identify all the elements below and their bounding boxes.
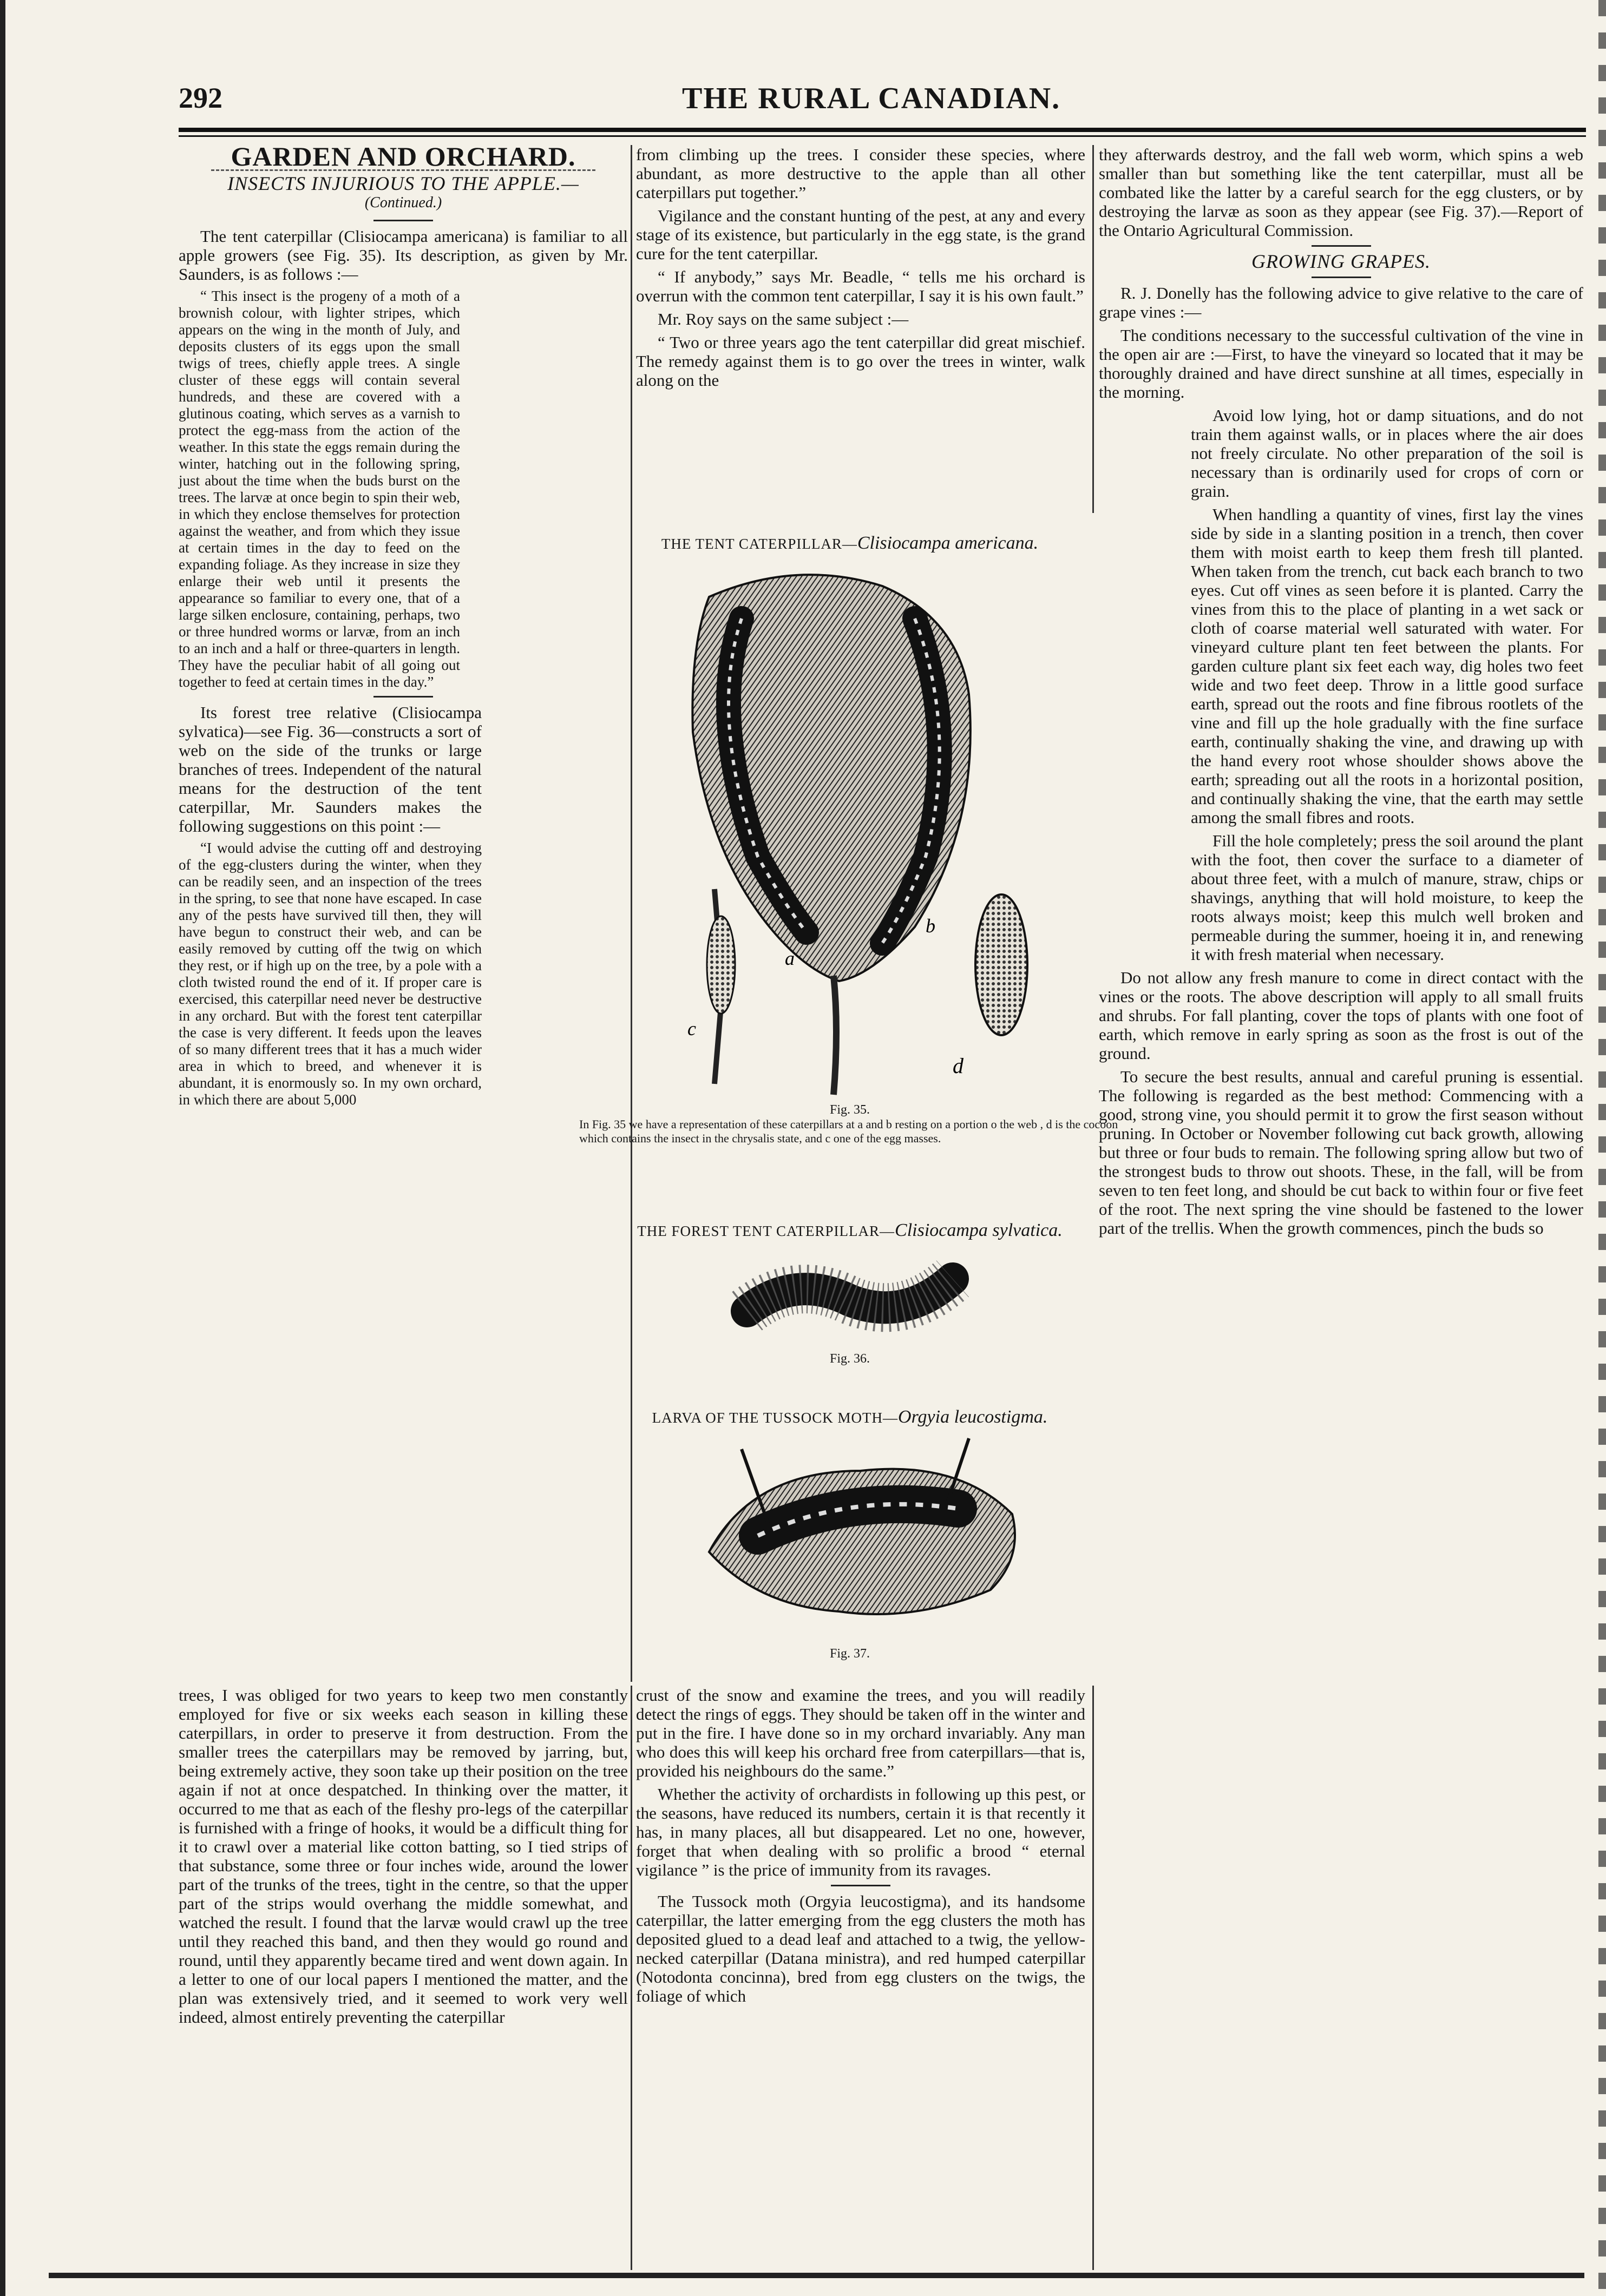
paragraph: trees, I was obliged for two years to keep two men constantly employed for five or six weeks each season in killing these caterpillars, in order to preserve it from destruction. From the smaller trees the caterpillars may be removed by jarring, but, being extremely active, they soon take up their position on the tree again if not at once despatched. In thinking over the matter, it occurred to me that as each of the fleshy pro-legs of the caterpillar is furnished with a fringe of hooks, it would be a difficult thing for it to crawl over a material like cotton batting, so I tied strips of that substance, some three or four inches wide, around the lower part of the trunks of the trees, tight in the centre, so that the upper part of the strips would overhang the middle somewhat, and watched the result. I found that the larvæ would crawl up the tree until they reached this band, and then they would go round and round, until they apparently became tired and went down again. In a letter to one of our local papers I mentioned the matter, and the plan was extensively tried, and it seemed to work very well indeed, almost entirely preventing the caterpillar <box>179 1686 628 2027</box>
section-title-garden-orchard: GARDEN AND ORCHARD. <box>231 141 576 172</box>
figure-title-species: Orgyia leucostigma. <box>898 1407 1048 1427</box>
section-title-growing-grapes: GROWING GRAPES. <box>1251 251 1431 272</box>
paragraph: “ Two or three years ago the tent caterpillar did great mischief. The remedy against them is to go over the trees in winter, walk along on the <box>636 333 1085 390</box>
label-b: b <box>926 915 935 937</box>
tussock-moth-larva-illustration <box>579 1427 1120 1644</box>
page-edge-right <box>1598 0 1606 2296</box>
column-rule-2 <box>1092 145 1094 513</box>
column-2 <box>636 145 1085 394</box>
egg-mass-c <box>707 916 735 1014</box>
figure-36 <box>579 1220 1120 1366</box>
short-rule <box>831 1885 890 1886</box>
continued-note: (Continued.) <box>364 194 442 211</box>
figure-37 <box>579 1407 1120 1661</box>
paragraph: When handling a quantity of vines, first lay the vines side by side in a slanting position in a trench, then cover them with moist earth to keep them fresh till planted. When taken from the trench, cut back each branch to two eyes. Cut off vines as seen before it is planted. Carry the vines from this to the place of planting in a wet sack or cloth of coarse material well saturated with water. For vineyard culture plant ten feet between the plants. For garden culture plant six feet each way, dig holes two feet wide and two feet deep. Throw in a little good surface earth, spread out the roots and fine fibrous rootlets of the vine and fill up the hole gradually with the fine surface earth, continually shaking the vine, and drawing up with the hand every root whose shoulder shows above the earth; spreading out all the roots in a horizontal position, and continually shaking the vine, that the earth may settle among the small fibres and roots. <box>1191 505 1583 827</box>
paragraph: “ If anybody,” says Mr. Beadle, “ tells me his orchard is overrun with the common tent caterpillar, I say it is his own fault.” <box>636 267 1085 305</box>
paragraph: R. J. Donelly has the following advice to give relative to the care of grape vines :— <box>1099 284 1583 321</box>
short-rule <box>373 696 433 698</box>
paragraph: To secure the best results, annual and careful pruning is essential. The following is regarded as the best method: Commencing with a good, strong vine, you should permit it to grow the first season without pruning. In October or November following cut back growth, allowing but three or four buds to remain. The following spring allow but two of the strongest buds to throw out shoots. These, in the fall, will be from seven to ten feet long, and should be cut back to within four or five feet of the root. The next spring the vine should be fastened to the lower part of the trellis. When the growth commences, pinch the buds so <box>1099 1067 1583 1238</box>
short-rule <box>1312 245 1371 247</box>
figure-title <box>579 1220 1120 1241</box>
bottom-rule <box>49 2273 1584 2278</box>
paragraph: Mr. Roy says on the same subject :— <box>658 310 909 328</box>
paragraph: they afterwards destroy, and the fall web worm, which spins a web smaller than but something like the tent caterpillar, must all be combated like the latter by a careful search for the egg clusters, or by destroying the larvæ as soon as they appear (see Fig. 37).—Report of the Ontario Agricultural Commission. <box>1099 145 1583 240</box>
paragraph: Its forest tree relative (Clisiocampa sylvatica)—see Fig. 36—constructs a sort of web on the side of the trunks or large branches of trees. Independent of the natural means for the destruction of the tent caterpillar, Mr. Saunders makes the following suggestions on this point :— <box>179 703 482 835</box>
running-head <box>179 81 1586 119</box>
column-rule-3 <box>631 1686 632 2270</box>
column-1 <box>179 141 628 1113</box>
figure-number: Fig. 36. <box>829 1352 870 1366</box>
column-3 <box>1099 145 1583 1242</box>
cocoon-d <box>975 894 1027 1035</box>
figure-title-text: THE FOREST TENT CATERPILLAR— <box>637 1223 895 1239</box>
label-d: d <box>953 1054 963 1078</box>
column-2-lower <box>636 1686 1085 2010</box>
figure-title <box>579 1407 1120 1427</box>
paragraph: Avoid low lying, hot or damp situations, and do not train them against walls, or in places where the air does not freely circulate. No other preparation of the soil is necessary than is ordinarily used for crops of corn or grain. <box>1191 406 1583 501</box>
short-rule <box>1312 277 1371 278</box>
paragraph: The tent caterpillar (Clisiocampa americana) is familiar to all apple growers (see Fig. 35). Its description, as given by Mr. Saunders, is as follows :— <box>179 227 628 284</box>
figure-title-text: LARVA OF THE TUSSOCK MOTH— <box>652 1410 899 1426</box>
forest-tent-caterpillar-illustration <box>579 1241 1120 1349</box>
figure-number: Fig. 35. <box>829 1103 870 1117</box>
quote-saunders-advice: “I would advise the cutting off and destroying of the egg-clusters during the winter, when they can be readily seen, and an inspection of the trees in the spring, to see that none have escaped. In case any of the pests have survived till then, they will have begun to construct their web, and can be easily removed by cutting off the twig on which they rest, or if high up on the tree, by a pole with a cloth twisted round the end of it. If proper care is exercised, this caterpillar need never be destructive in any orchard. But with the forest tent caterpillar the case is very different. It feeds upon the leaves of so many different trees that it has a much wider area in which to breed, and whenever it is abundant, it is enormously so. In my own orchard, in which there are about 5,000 <box>179 840 482 1108</box>
page-number: 292 <box>179 82 222 114</box>
short-rule <box>373 220 433 221</box>
figure-title <box>579 533 1120 554</box>
paragraph: from climbing up the trees. I consider these species, where abundant, as more destructive to the apple than all other caterpillars put together.” <box>636 145 1085 202</box>
paragraph: crust of the snow and examine the trees, and you will readily detect the rings of eggs. They should be taken off in the winter and put in the fire. I have done so in my orchard invariably. Any man who does this will keep his orchard free from caterpillars—that is, provided his neighbours do the same.” <box>636 1686 1085 1780</box>
label-c: c <box>687 1018 696 1040</box>
tent-caterpillar-illustration <box>579 554 1120 1100</box>
figure-35 <box>579 533 1120 1146</box>
figure-title-text: THE TENT CATERPILLAR— <box>661 536 857 552</box>
paragraph: Vigilance and the constant hunting of the pest, at any and every stage of its existence, but particularly in the egg state, is the grand cure for the tent caterpillar. <box>636 206 1085 263</box>
journal-title: THE RURAL CANADIAN. <box>682 82 1061 115</box>
figure-caption: In Fig. 35 we have a representation of these caterpillars at a and b resting on a portion o the web , d is the cocoon which contains the insect in the chrysalis state, and c one of the egg masses. <box>579 1117 1118 1145</box>
paragraph: The conditions necessary to the successful cultivation of the vine in the open air are :—First, to have the vineyard so located that it may be thoroughly drained and have direct sunshine at all times, especially in the morning. <box>1099 326 1583 402</box>
figure-title-species: Clisiocampa americana. <box>857 533 1039 553</box>
quote-saunders: “ This insect is the progeny of a moth of a brownish colour, with lighter stripes, which appears on the wing in the month of July, and deposits clusters of its eggs upon the small twigs of trees, chiefly apple trees. A single cluster of these eggs will contain several hundreds, and these are covered with a glutinous coating, which serves as a varnish to protect the egg-mass from the action of the weather. In this state the eggs remain during the winter, hatching out in the following spring, just about the time when the buds burst on the trees. The larvæ at once begin to spin their web, in which they enclose themselves for protection against the weather, and from which they issue at certain times in the day to feed on the expanding foliage. As they increase in size they enlarge their web until it presents the appearance so familiar to every one, that of a large silken enclosure, containing, perhaps, two or three hundred worms or larvæ, from an inch to an inch and a half or three-quarters in length. They have the peculiar habit of all going out together to feed at certain times in the day.” <box>179 288 460 690</box>
figure-title-species: Clisiocampa sylvatica. <box>895 1220 1063 1240</box>
column-1-lower <box>179 1686 628 2031</box>
header-rule-thin <box>179 135 1586 137</box>
figure-number: Fig. 37. <box>829 1647 870 1661</box>
page-edge-left <box>0 0 5 2296</box>
label-a: a <box>785 948 795 969</box>
article-title-insects: INSECTS INJURIOUS TO THE APPLE.— <box>227 173 579 194</box>
paragraph: The Tussock moth (Orgyia leucostigma), and its handsome caterpillar, the latter emerging from the egg clusters the moth has deposited glued to a dead leaf and attached to a twig, the yellow-necked caterpillar (Datana ministra), and red humped caterpillar (Notodonta concinna), bred from egg clusters on the twigs, the foliage of which <box>636 1892 1085 2005</box>
paragraph: Whether the activity of orchardists in following up this pest, or the seasons, have reduced its numbers, certain it is that recently it has, in many places, all but disappeared. Let no one, however, forget that when dealing with so prolific a brood “ eternal vigilance ” is the price of immunity from its ravages. <box>636 1785 1085 1879</box>
paragraph: Do not allow any fresh manure to come in direct contact with the vines or the roots. The above description will apply to all small fruits and shrubs. For fall planting, cover the tops of plants with one foot of earth, which remove in early spring as soon as the frost is out of the ground. <box>1099 968 1583 1063</box>
paragraph: Fill the hole completely; press the soil around the plant with the foot, then cover the surface to a diameter of about three feet, with a mulch of manure, straw, chips or shavings, anything that will hold moisture, to keep the roots always moist; keep this mulch well broken and permeable during the summer, hoeing it in, and renewing it with fresh material when necessary. <box>1191 831 1583 964</box>
column-rule-4 <box>1092 1686 1094 2270</box>
header-rule <box>179 128 1586 132</box>
twig <box>834 976 836 1095</box>
